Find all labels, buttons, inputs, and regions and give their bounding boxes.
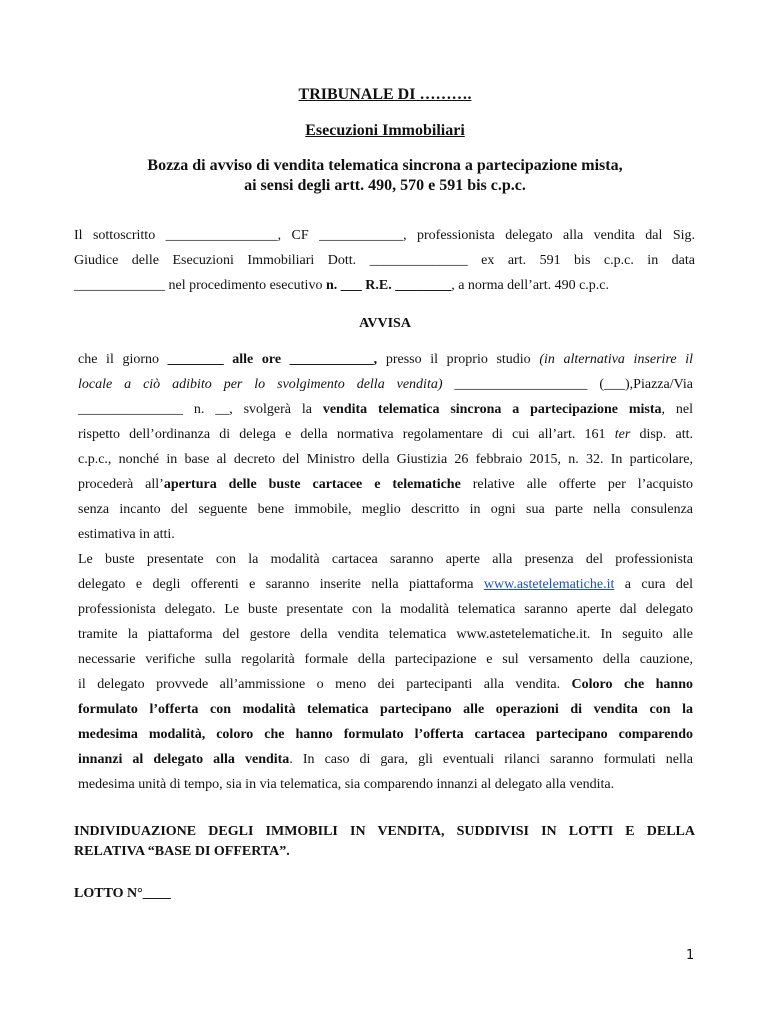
- avvisa-heading: AVVISA: [359, 316, 411, 331]
- case-number: n. ___ R.E. ________: [325, 278, 452, 293]
- astetelematiche-link[interactable]: www.astetelematiche.it: [483, 577, 615, 592]
- body-line-7: senza incanto del seguente bene immobile, meglio descritto in ogni sua parte nella consulenza: [78, 502, 693, 517]
- subtitle-line-1: Bozza di avviso di vendita telematica sincrona a partecipazione mista,: [147, 157, 623, 174]
- text: , nel: [661, 402, 693, 417]
- text: relative alle offerte per l’acquisto: [460, 477, 693, 492]
- body-line-18: medesima unità di tempo, sia in via telematica, sia comparendo innanzi al delegato alla vendita.: [78, 777, 615, 792]
- alternative-note: locale a ciò adibito per lo svolgimento della vendita): [78, 377, 443, 392]
- intro-text: _____________ nel procedimento esecutivo: [74, 278, 326, 293]
- text: _______________ n. __, svolgerà la: [78, 402, 323, 417]
- intro-line-3: [74, 276, 695, 296]
- body-line-10: [78, 575, 693, 595]
- body-line-5: c.p.c., nonché in base al decreto del Ministro della Giustizia 26 febbraio 2015, n. 32. In particolare,: [78, 452, 693, 467]
- bold-text: innanzi al delegato alla vendita: [78, 752, 290, 767]
- text: procederà all’: [78, 477, 164, 492]
- body-line-9: Le buste presentate con la modalità cartacea saranno aperte alla presenza del professionista: [78, 552, 693, 567]
- text: presso il proprio studio: [377, 352, 540, 367]
- body-line-3: [78, 400, 693, 420]
- alternative-note: (in alternativa inserire il: [539, 352, 693, 367]
- text: il delegato provvede all’ammissione o meno dei partecipanti alla vendita.: [78, 677, 572, 692]
- body-line-12: tramite la piattaforma del gestore della vendita telematica www.astetelematiche.it. In seguito alle: [78, 627, 693, 642]
- text: che il giorno: [78, 352, 168, 367]
- subtitle-line-2: ai sensi degli artt. 490, 570 e 591 bis c.p.c.: [244, 177, 526, 194]
- body-line-14: [78, 675, 693, 695]
- text: . In caso di gara, gli eventuali rilanci saranno formulati nella: [289, 752, 693, 767]
- sale-type: vendita telematica sincrona a partecipazione mista: [322, 402, 662, 417]
- body-line-13: necessarie verifiche sulla regolarità formale della partecipazione e sul versamento della cauzione,: [78, 652, 693, 667]
- date-time-blank: ________ alle ore ____________,: [167, 352, 378, 367]
- intro-text-end: , a norma dell’art. 490 c.p.c.: [451, 278, 610, 293]
- body-line-6: [78, 475, 693, 495]
- text: a cura del: [614, 577, 693, 592]
- lots-section-heading: [74, 822, 695, 862]
- body-line-8: estimativa in atti.: [78, 527, 175, 542]
- lotto-number: LOTTO N°____: [74, 886, 171, 901]
- bold-text: Coloro che hanno: [571, 677, 693, 692]
- text: disp. att.: [630, 427, 693, 442]
- text: rispetto dell’ordinanza di delega e della normativa regolamentare di cui all’art. 161: [78, 427, 615, 442]
- lots-heading-line-2: RELATIVA “BASE DI OFFERTA”.: [74, 844, 290, 859]
- intro-line-1: Il sottoscritto ________________, CF ____________, professionista delegato alla vendita dal Sig.: [74, 228, 695, 243]
- court-title: TRIBUNALE DI ……….: [298, 86, 472, 103]
- text: delegato e degli offerenti e saranno inserite nella piattaforma: [78, 577, 484, 592]
- lots-heading-line-1: INDIVIDUAZIONE DEGLI IMMOBILI IN VENDITA, SUDDIVISI IN LOTTI E DELLA: [74, 824, 695, 839]
- page-number: 1: [686, 948, 695, 963]
- text: ___________________ (___),Piazza/Via: [442, 377, 693, 392]
- document-subtitle: [0, 156, 770, 196]
- intro-line-2: Giudice delle Esecuzioni Immobiliari Dott. ______________ ex art. 591 bis c.p.c. in data: [74, 253, 695, 268]
- body-line-4: [78, 425, 693, 445]
- body-line-15: formulato l’offerta con modalità telematica partecipano alle operazioni di vendita con la: [78, 702, 693, 717]
- section-title: Esecuzioni Immobiliari: [305, 122, 465, 139]
- body-line-16: medesima modalità, coloro che hanno formulato l’offerta cartacea partecipano comparendo: [78, 727, 693, 742]
- bold-text: apertura delle buste cartacee e telematiche: [163, 477, 461, 492]
- text-italic: ter: [614, 427, 631, 442]
- body-line-17: [78, 750, 693, 770]
- body-line-11: professionista delegato. Le buste presentate con la modalità telematica saranno aperte dal delegato: [78, 602, 693, 617]
- body-line-1: [78, 350, 693, 370]
- body-line-2: [78, 375, 693, 395]
